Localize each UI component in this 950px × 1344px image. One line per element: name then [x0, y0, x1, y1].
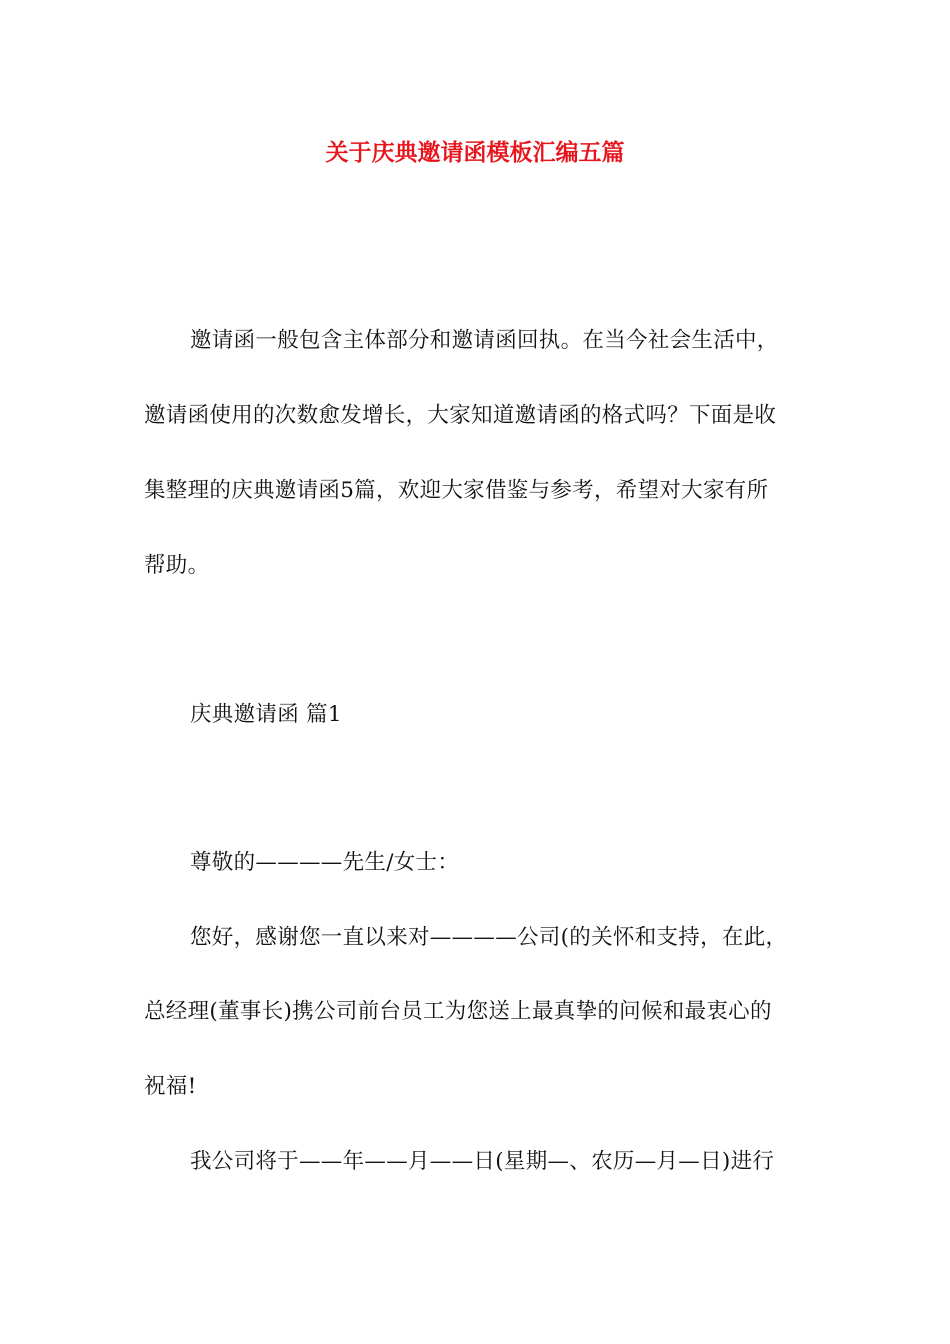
- intro-line-4: 帮助。: [144, 553, 210, 578]
- section-heading: 庆典邀请函 篇1: [190, 702, 342, 727]
- body-p2-line-1: 我公司将于——年——月——日(星期—、农历—月—日)进行: [190, 1149, 775, 1174]
- body-p1-line-3: 祝福!: [144, 1074, 197, 1099]
- document-title: 关于庆典邀请函模板汇编五篇: [325, 140, 625, 166]
- body-p1-line-2: 总经理(董事长)携公司前台员工为您送上最真挚的问候和最衷心的: [144, 999, 772, 1024]
- body-p1-line-1: 您好，感谢您一直以来对————公司(的关怀和支持，在此，: [190, 925, 788, 950]
- intro-line-3: 集整理的庆典邀请函5篇，欢迎大家借鉴与参考，希望对大家有所: [144, 478, 769, 503]
- salutation: 尊敬的————先生/女士：: [190, 850, 460, 875]
- intro-line-2: 邀请函使用的次数愈发增长，大家知道邀请函的格式吗？下面是收: [144, 403, 777, 428]
- intro-line-1: 邀请函一般包含主体部分和邀请函回执。在当今社会生活中，: [190, 328, 779, 353]
